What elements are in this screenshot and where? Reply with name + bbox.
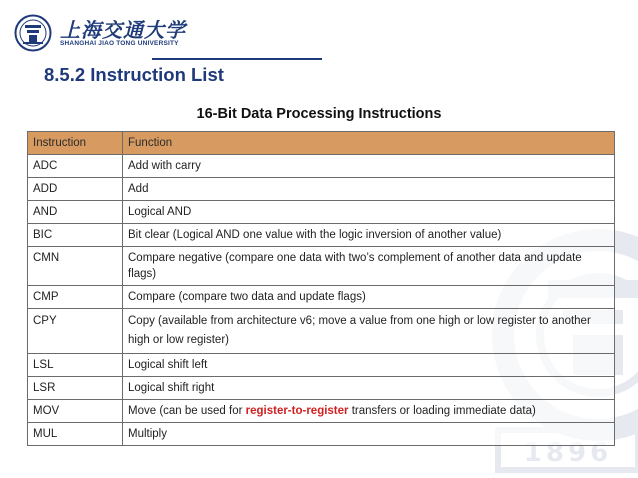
- instruction-cell: BIC: [28, 224, 123, 247]
- section-title: 8.5.2 Instruction List: [44, 64, 224, 85]
- table-row: [28, 247, 615, 286]
- instruction-cell: CPY: [28, 309, 123, 354]
- instruction-cell: MUL: [28, 423, 123, 446]
- function-text-suffix: transfers or loading immediate data): [348, 405, 536, 417]
- table-row: [28, 224, 615, 247]
- header-divider: [152, 58, 322, 60]
- function-cell: Bit clear (Logical AND one value with the logic inversion of another value): [123, 224, 615, 247]
- instruction-cell: ADD: [28, 178, 123, 201]
- instruction-cell: ADC: [28, 155, 123, 178]
- function-cell: Add: [123, 178, 615, 201]
- instruction-cell: LSL: [28, 354, 123, 377]
- function-cell: Logical AND: [123, 201, 615, 224]
- instruction-cell: CMP: [28, 286, 123, 309]
- function-cell: Compare negative (compare one data with two’s complement of another data and update flags): [123, 247, 615, 286]
- column-header-function: Function: [123, 132, 615, 155]
- table-row: [28, 309, 615, 354]
- table-header-row: [28, 132, 615, 155]
- function-cell: Compare (compare two data and update flags): [123, 286, 615, 309]
- table-row: [28, 286, 615, 309]
- instruction-cell: CMN: [28, 247, 123, 286]
- table-row: [28, 155, 615, 178]
- table-row: [28, 201, 615, 224]
- instruction-table: [27, 131, 615, 446]
- table-row: [28, 400, 615, 423]
- university-name-en: SHANGHAI JIAO TONG UNIVERSITY: [60, 40, 179, 47]
- table-row: [28, 423, 615, 446]
- instruction-cell: AND: [28, 201, 123, 224]
- university-name-cn: 上海交通大学: [60, 18, 186, 42]
- column-header-instruction: Instruction: [28, 132, 123, 155]
- instruction-cell: MOV: [28, 400, 123, 423]
- function-cell: Multiply: [123, 423, 615, 446]
- table-row: [28, 178, 615, 201]
- function-cell: [123, 400, 615, 423]
- table-title: 16-Bit Data Processing Instructions: [196, 106, 442, 122]
- function-cell: Add with carry: [123, 155, 615, 178]
- university-logo: [14, 14, 52, 52]
- table-row: [28, 354, 615, 377]
- function-text-prefix: Move (can be used for: [128, 405, 246, 417]
- function-text-highlight: register-to-register: [245, 405, 349, 417]
- table-row: [28, 377, 615, 400]
- instruction-cell: LSR: [28, 377, 123, 400]
- function-cell: Copy (available from architecture v6; move a value from one high or low register to another high or low register): [123, 309, 615, 354]
- watermark-year: 1896: [523, 438, 613, 468]
- function-cell: Logical shift left: [123, 354, 615, 377]
- function-cell: Logical shift right: [123, 377, 615, 400]
